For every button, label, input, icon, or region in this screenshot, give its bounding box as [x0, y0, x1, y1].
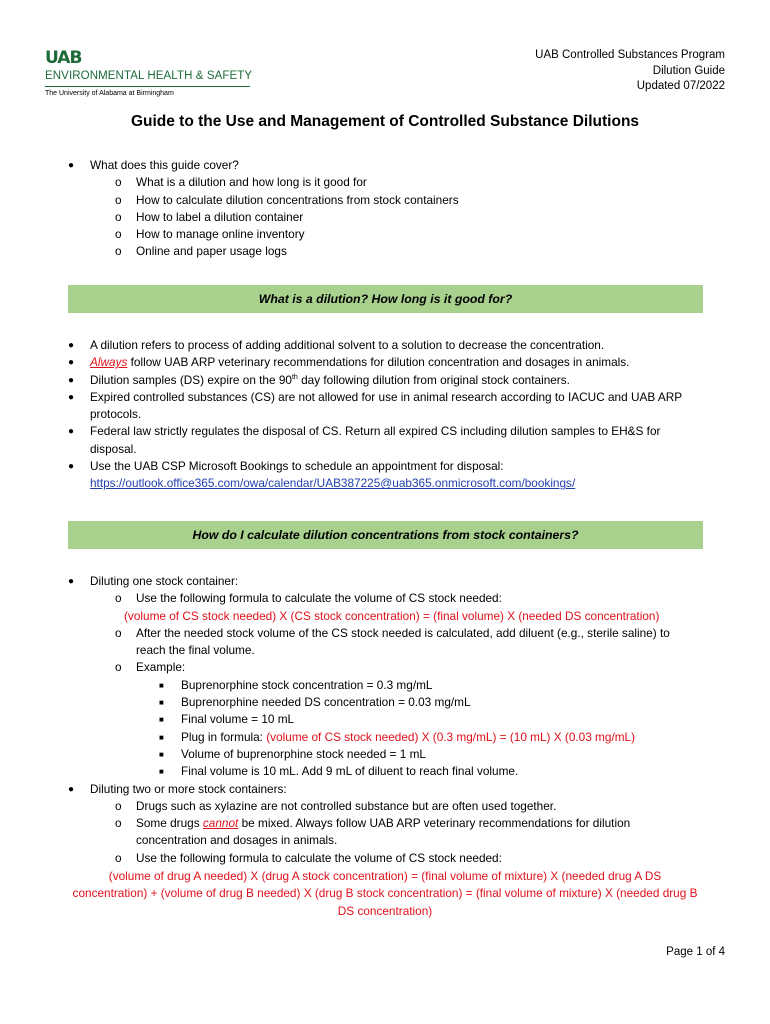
list-item-two-stock: ● Diluting two or more stock containers:	[90, 781, 730, 798]
calculation-list	[68, 573, 730, 867]
list-item: o How to manage online inventory	[136, 226, 730, 243]
section-heading-dilution: What is a dilution? How long is it good for?	[68, 285, 703, 313]
circle-bullet-icon: o	[115, 192, 122, 207]
list-item: ■ Volume of buprenorphine stock needed = 1 mL	[181, 746, 730, 763]
square-bullet-icon: ■	[159, 749, 164, 759]
circle-bullet-icon: o	[115, 625, 122, 640]
list-item: ■ Final volume is 10 mL. Add 9 mL of diluent to reach final volume.	[181, 763, 730, 780]
dilution-facts-list	[68, 337, 730, 493]
emphasis-always: Always	[90, 355, 128, 370]
square-bullet-icon: ■	[159, 732, 164, 742]
uab-logo-mark: UAB	[45, 48, 82, 68]
example-formula: (volume of CS stock needed) X (0.3 mg/mL) = (10 mL) X (0.03 mg/mL)	[266, 729, 636, 744]
square-bullet-icon: ■	[159, 698, 164, 708]
ehs-wordmark: ENVIRONMENTAL HEALTH & SAFETY	[45, 70, 253, 82]
program-name: UAB Controlled Substances Program	[535, 49, 725, 61]
list-item: o How to calculate dilution concentrations from stock containers	[136, 192, 730, 209]
list-item: o Example:	[136, 659, 730, 676]
list-item: o Drugs such as xylazine are not controlled substance but are often used together.	[136, 798, 730, 815]
list-item: o How to label a dilution container	[136, 209, 730, 226]
circle-bullet-icon: o	[115, 850, 122, 865]
bullet-icon: ●	[68, 391, 75, 403]
circle-bullet-icon: o	[115, 175, 122, 190]
university-name: The University of Alabama at Birmingham	[45, 90, 174, 97]
list-item: ■ Plug in formula: (volume of CS stock needed) X (0.3 mg/mL) = (10 mL) X (0.03 mg/mL)	[181, 729, 730, 746]
logo-divider	[45, 86, 250, 87]
list-item: ● Always follow UAB ARP veterinary recommendations for dilution concentration and dosages in animals.	[90, 354, 730, 371]
circle-bullet-icon: o	[115, 816, 122, 831]
intro-list	[68, 157, 730, 261]
square-bullet-icon: ■	[159, 680, 164, 690]
list-item: ■ Buprenorphine stock concentration = 0.3 mg/mL	[181, 677, 730, 694]
list-item-one-stock: ● Diluting one stock container:	[90, 573, 730, 590]
square-bullet-icon: ■	[159, 715, 164, 725]
one-stock-sublist	[90, 590, 730, 780]
list-item: o Use the following formula to calculate the volume of CS stock needed:	[136, 590, 730, 607]
list-item: ■ Final volume = 10 mL	[181, 711, 730, 728]
list-item: o Some drugs cannot be mixed. Always follow UAB ARP veterinary recommendations for dilution concentration and dosages in animals.	[115, 816, 631, 848]
intro-sublist	[90, 174, 730, 260]
list-item: o After the needed stock volume of the CS stock needed is calculated, add diluent (e.g., sterile saline) to reach the final volume.	[115, 625, 670, 658]
list-item: ■ Buprenorphine needed DS concentration = 0.03 mg/mL	[181, 694, 730, 711]
formula-two-stock: (volume of drug A needed) X (drug A stock concentration) = (final volume of mixture) X (needed drug A DS concentration) + (volume of drug B needed) X (drug B stock concentration) = (final volume of mixture) X (needed drug B DS concentration)	[72, 869, 698, 918]
bullet-icon: ●	[68, 461, 75, 473]
bullet-icon: ●	[68, 783, 75, 795]
square-bullet-icon: ■	[159, 767, 164, 777]
bullet-icon: ●	[68, 374, 75, 386]
document-header-info	[535, 48, 725, 95]
emphasis-cannot: cannot	[202, 816, 239, 831]
bullet-icon: ●	[68, 160, 75, 171]
circle-bullet-icon: o	[115, 660, 122, 675]
list-item: ● Federal law strictly regulates the disposal of CS. Return all expired CS including dilution samples to EH&S for disposal.	[68, 424, 661, 456]
list-item: ● Expired controlled substances (CS) are not allowed for use in animal research according to IACUC and UAB ARP protocols.	[68, 389, 683, 422]
circle-bullet-icon: o	[115, 209, 122, 224]
formula-one-stock: (volume of CS stock needed) X (CS stock concentration) = (final volume) X (needed DS concentration)	[124, 608, 660, 623]
list-item: o Use the following formula to calculate the volume of CS stock needed:	[136, 850, 730, 867]
two-stock-sublist	[90, 798, 730, 867]
circle-bullet-icon: o	[115, 798, 122, 813]
list-item: ● A dilution refers to process of adding additional solvent to a solution to decrease the concentration.	[90, 337, 730, 354]
uab-ehs-logo	[45, 50, 275, 98]
updated-date: Updated 07/2022	[636, 80, 725, 92]
circle-bullet-icon: o	[115, 227, 122, 242]
bookings-link[interactable]: https://outlook.office365.com/owa/calendar/UAB387225@uab365.onmicrosoft.com/bookings/	[90, 476, 576, 491]
bullet-icon: ●	[68, 426, 75, 438]
bullet-icon: ●	[68, 576, 75, 587]
list-item: o Online and paper usage logs	[136, 243, 730, 260]
example-sublist	[136, 677, 730, 781]
bullet-icon: ●	[68, 340, 75, 351]
bullet-icon: ●	[68, 357, 75, 369]
page-title: Guide to the Use and Management of Controlled Substance Dilutions	[130, 113, 640, 130]
circle-bullet-icon: o	[115, 244, 122, 259]
guide-name: Dilution Guide	[652, 64, 725, 77]
list-item: ● Use the UAB CSP Microsoft Bookings to schedule an appointment for disposal: https://outlook.office365.com/owa/calendar/UAB387225@uab365.onmicrosoft.com/bookings/	[68, 459, 576, 491]
circle-bullet-icon: o	[115, 591, 122, 606]
list-item: o What is a dilution and how long is it good for	[136, 174, 730, 191]
page-number: Page 1 of 4	[666, 946, 725, 958]
list-item: ● Dilution samples (DS) expire on the 90th day following dilution from original stock containers.	[90, 372, 730, 389]
section-heading-calculate: How do I calculate dilution concentrations from stock containers?	[68, 521, 703, 549]
intro-question: ● What does this guide cover?	[90, 157, 730, 174]
